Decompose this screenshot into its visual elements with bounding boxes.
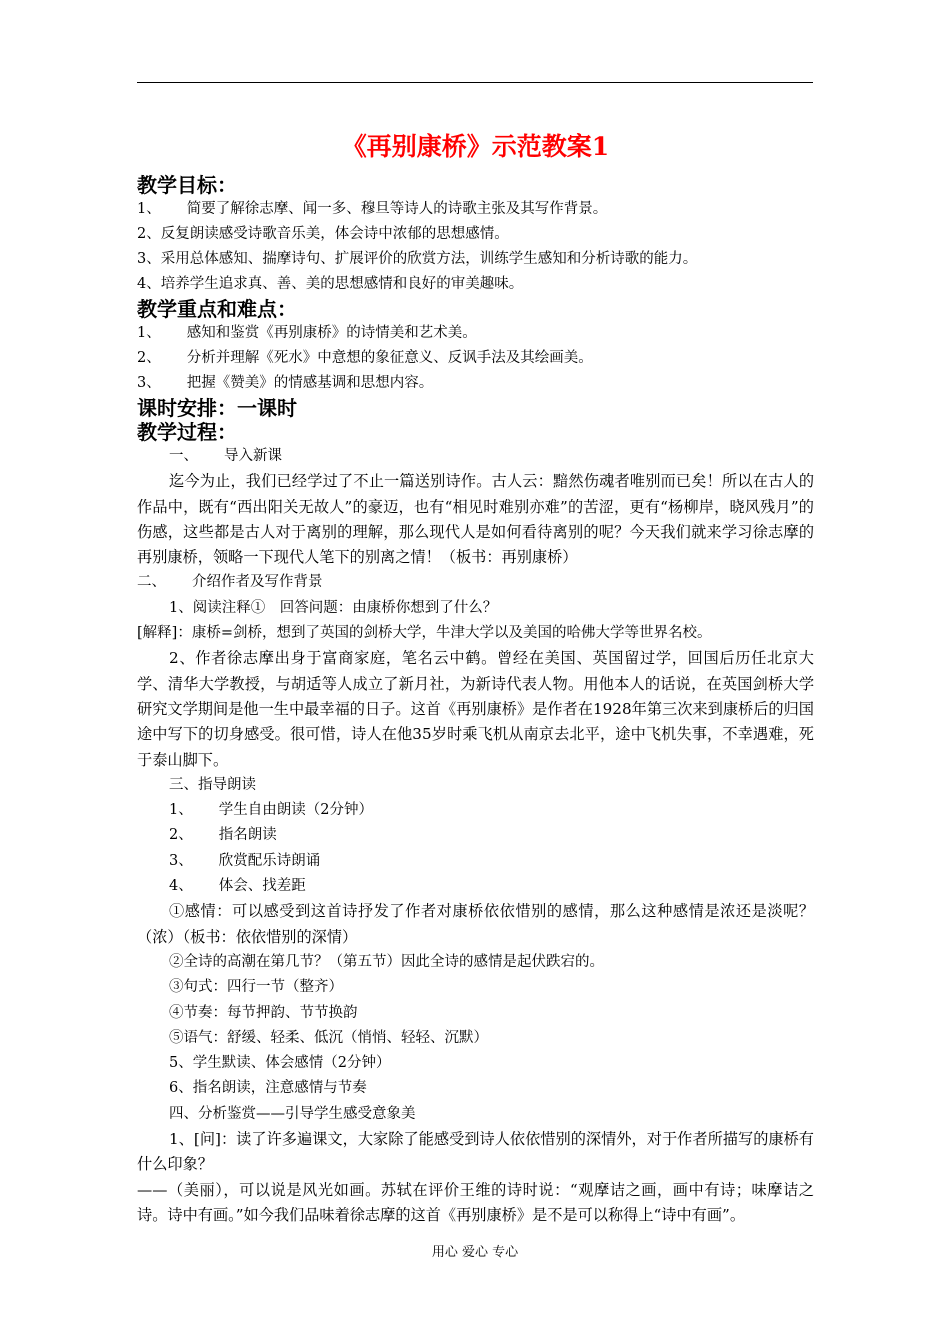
- header-rule: [137, 82, 813, 83]
- circled-item-tone: ⑤语气：舒缓、轻柔、低沉（悄悄、轻轻、沉默）: [169, 1029, 488, 1046]
- circled-item-rhythm: ④节奏：每节押韵、节节换韵: [169, 1004, 358, 1021]
- part4-question: 1、[问]：读了许多遍课文，大家除了能感受到诗人依依惜别的深情外，对于作者所描写的康桥有什么印象？: [137, 1130, 814, 1174]
- objectives-list: [137, 197, 814, 297]
- part3-item-5: 5、学生默读、体会感情（2分钟）: [169, 1055, 391, 1072]
- list-item: 2、反复朗读感受诗歌音乐美，体会诗中浓郁的思想感情。: [137, 226, 509, 242]
- keypoints-list: [137, 321, 814, 396]
- schedule-heading: 课时安排：一课时: [137, 396, 297, 420]
- part1-heading: 一、 导入新课: [169, 448, 282, 464]
- document-title: 《再别康桥》示范教案1: [341, 132, 610, 161]
- list-item: 2、 分析并理解《死水》中意想的象征意义、反讽手法及其绘画美。: [137, 350, 593, 366]
- keypoints-heading: 教学重点和难点：: [137, 297, 297, 321]
- list-item: 1、 简要了解徐志摩、闻一多、穆旦等诗人的诗歌主张及其写作背景。: [137, 201, 608, 217]
- list-item: 3、采用总体感知、揣摩诗句、扩展评价的欣赏方法，训练学生感知和分析诗歌的能力。: [137, 251, 698, 267]
- part2-question: 1、阅读注释① 回答问题：由康桥你想到了什么？: [169, 599, 498, 616]
- part1-paragraph: 迄今为止，我们已经学过了不止一篇送别诗作。古人云：黯然伤魂者唯别而已矣！所以在古人的作品中，既有“西出阳关无故人”的豪迈，也有“相见时难别亦难”的苦涩，更有“杨柳岸，晓风残月”的伤感，这些都是古人对于离别的理解，那么现代人是如何看待离别的呢？今天我们就来学习徐志摩的再别康桥，领略一下现代人笔下的别离之情！（板书：再别康桥）: [137, 472, 814, 567]
- list-item: 2、 指名朗读: [169, 827, 277, 844]
- part4-heading: 四、分析鉴赏——引导学生感受意象美: [169, 1105, 416, 1122]
- circled-item-sentence: ③句式：四行一节（整齐）: [169, 979, 343, 996]
- list-item: 4、 体会、找差距: [169, 878, 306, 895]
- circled-item-feeling: ①感情：可以感受到这首诗抒发了作者对康桥依依惜别的感情，那么这种感情是浓还是淡呢？（浓）（板书：依依惜别的深情）: [137, 902, 814, 946]
- part2-answer: [解释]：康桥=剑桥，想到了英国的剑桥大学，牛津大学以及美国的哈佛大学等世界名校。: [137, 625, 712, 642]
- document-page: [137, 125, 814, 1228]
- page-footer: 用心 爱心 专心: [431, 1245, 519, 1260]
- part2-heading: 二、 介绍作者及写作背景: [137, 574, 323, 591]
- list-item: 3、 把握《赞美》的情感基调和思想内容。: [137, 375, 434, 391]
- objectives-heading: 教学目标：: [137, 173, 237, 197]
- circled-item-climax: ②全诗的高潮在第几节？（第五节）因此全诗的感情是起伏跌宕的。: [169, 953, 604, 970]
- part3-item-6: 6、指名朗读，注意感情与节奏: [169, 1080, 367, 1097]
- list-item: 3、 欣赏配乐诗朗诵: [169, 852, 321, 869]
- process-heading: 教学过程：: [137, 420, 237, 444]
- part3-list: [137, 798, 814, 899]
- part2-author-paragraph: 2、作者徐志摩出身于富商家庭，笔名云中鹤。曾经在美国、英国留过学，回国后历任北京大学、清华大学教授，与胡适等人成立了新月社，为新诗代表人物。用他本人的话说，在英国剑桥大学研究文学期间是他一生中最幸福的日子。这首《再别康桥》是作者在1928年第三次来到康桥后的归国途中写下的切身感受。很可惜，诗人在他35岁时乘飞机从南京去北平，途中飞机失事，不幸遇难，死于泰山脚下。: [137, 649, 814, 769]
- part4-answer: ——（美丽），可以说是风光如画。苏轼在评价王维的诗时说：“观摩诘之画，画中有诗；味摩诘之诗。诗中有画。”如今我们品味着徐志摩的这首《再别康桥》是不是可以称得上“诗中有画”。: [137, 1180, 814, 1224]
- part3-heading: 三、指导朗读: [169, 776, 256, 793]
- list-item: 4、培养学生追求真、善、美的思想感情和良好的审美趣味。: [137, 276, 524, 292]
- list-item: 1、 感知和鉴赏《再别康桥》的诗情美和艺术美。: [137, 325, 477, 341]
- list-item: 1、 学生自由朗读（2分钟）: [169, 802, 373, 819]
